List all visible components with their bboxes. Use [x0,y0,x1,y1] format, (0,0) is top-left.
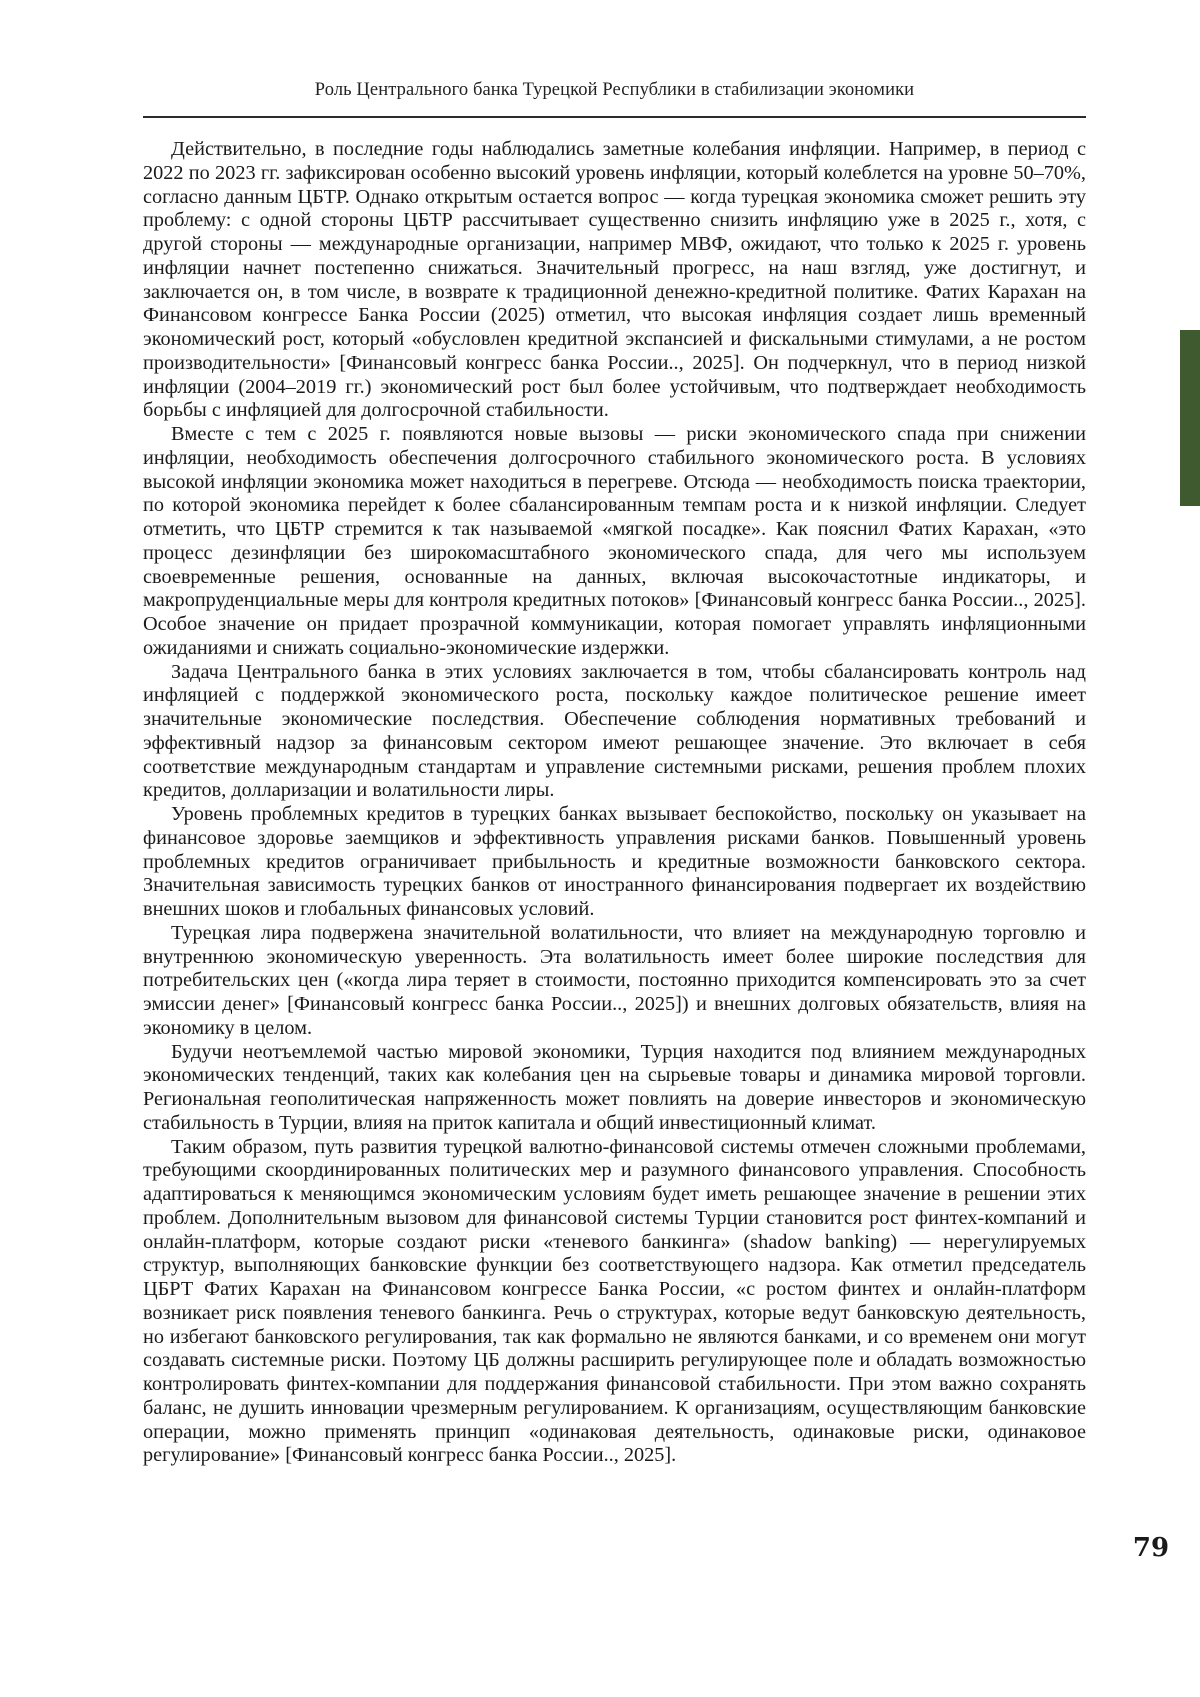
section-side-tab [1180,330,1200,506]
paragraph-5: Турецкая лира подвержена значительной волатильности, что влияет на международную торговлю и внутреннюю экономическую уверенность. Эта волатильность имеет более широкие последствия для потребительских цен («когда лира теряет в стоимости, постоянно приходится компенсировать это за счет эмиссии денег» [Финансовый конгресс банка России.., 2025]) и внешних долговых обязательств, влияя на экономику в целом. [143,922,1086,1041]
paragraph-2: Вместе с тем с 2025 г. появляются новые вызовы — риски экономического спада при снижении инфляции, необходимость обеспечения долгосрочного стабильного экономического роста. В условиях высокой инфляции экономика может находиться в перегреве. Отсюда — необходимость поиска траектории, по которой экономика перейдет к более сбалансированным темпам роста и к низкой инфляции. Следует отметить, что ЦБТР стремится к так называемой «мягкой посадке». Как пояснил Фатих Карахан, «это процесс дезинфляции без широкомасштабного экономического спада, для чего мы используем своевременные решения, основанные на данных, включая высокочастотные индикаторы, и макропруденциальные меры для контроля кредитных потоков» [Финансовый конгресс банка России.., 2025]. Особое значение он придает прозрачной коммуникации, которая помогает управлять инфляционными ожиданиями и снижать социально-экономические издержки. [143,423,1086,661]
paragraph-7: Таким образом, путь развития турецкой валютно-финансовой системы отмечен сложными проблемами, требующими скоординированных политических мер и разумного финансового управления. Способность адаптироваться к меняющимся экономическим условиям будет иметь решающее значение в решении этих проблем. Дополнительным вызовом для финансовой системы Турции становится рост финтех-компаний и онлайн-платформ, которые создают риски «теневого банкинга» (shadow banking) — нерегулируемых структур, выполняющих банковские функции без соответствующего надзора. Как отметил председатель ЦБРТ Фатих Карахан на Финансовом конгрессе Банка России, «с ростом финтех и онлайн-платформ возникает риск появления теневого банкинга. Речь о структурах, которые ведут банковскую деятельность, но избегают банковского регулирования, так как формально не являются банками, и со временем они могут создавать системные риски. Поэтому ЦБ должны расширить регулирующее поле и обладать возможностью контролировать финтех-компании для поддержания финансовой стабильности. При этом важно сохранять баланс, не душить инновации чрезмерным регулированием. К организациям, осуществляющим банковские операции, можно применять принцип «одинаковая деятельность, одинаковые риски, одинаковое регулирование» [Финансовый конгресс банка России.., 2025]. [143,1136,1086,1469]
paragraph-4: Уровень проблемных кредитов в турецких банках вызывает беспокойство, поскольку он указывает на финансовое здоровье заемщиков и эффективность управления рисками банков. Повышенный уровень проблемных кредитов ограничивает прибыльность и кредитные возможности банковского сектора. Значительная зависимость турецких банков от иностранного финансирования подвергает их воздействию внешних шоков и глобальных финансовых условий. [143,803,1086,922]
paragraph-1: Действительно, в последние годы наблюдались заметные колебания инфляции. Например, в период с 2022 по 2023 гг. зафиксирован особенно высокий уровень инфляции, который колеблется на уровне 50–70%, согласно данным ЦБТР. Однако открытым остается вопрос — когда турецкая экономика сможет решить эту проблему: с одной стороны ЦБТР рассчитывает существенно снизить инфляцию уже в 2025 г., хотя, с другой стороны — международные организации, например МВФ, ожидают, что только к 2025 г. уровень инфляции начнет постепенно снижаться. Значительный прогресс, на наш взгляд, уже достигнут, и заключается он, в том числе, в возврате к традиционной денежно-кредитной политике. Фатих Карахан на Финансовом конгрессе Банка России (2025) отметил, что высокая инфляция создает лишь временный экономический рост, который «обусловлен кредитной экспансией и фискальными стимулами, а не ростом производительности» [Финансовый конгресс банка России.., 2025]. Он подчеркнул, что в период низкой инфляции (2004–2019 гг.) экономический рост был более устойчивым, что подтверждает необходимость борьбы с инфляцией для долгосрочной стабильности. [143,138,1086,423]
article-body [143,138,1086,1468]
running-header: Роль Центрального банка Турецкой Республики в стабилизации экономики [143,80,1086,101]
header-rule [143,116,1086,118]
paragraph-6: Будучи неотъемлемой частью мировой экономики, Турция находится под влиянием международных экономических тенденций, таких как колебания цен на сырьевые товары и динамика мировой торговли. Региональная геополитическая напряженность может повлиять на доверие инвесторов и экономическую стабильность в Турции, влияя на приток капитала и общий инвестиционный климат. [143,1041,1086,1136]
page-number: 79 [1116,1533,1186,1563]
paragraph-3: Задача Центрального банка в этих условиях заключается в том, чтобы сбалансировать контроль над инфляцией с поддержкой экономического роста, поскольку каждое политическое решение имеет значительные экономические последствия. Обеспечение соблюдения нормативных требований и эффективный надзор за финансовым сектором имеют решающее значение. Это включает в себя соответствие международным стандартам и управление системными рисками, решения проблем плохих кредитов, долларизации и волатильности лиры. [143,661,1086,804]
